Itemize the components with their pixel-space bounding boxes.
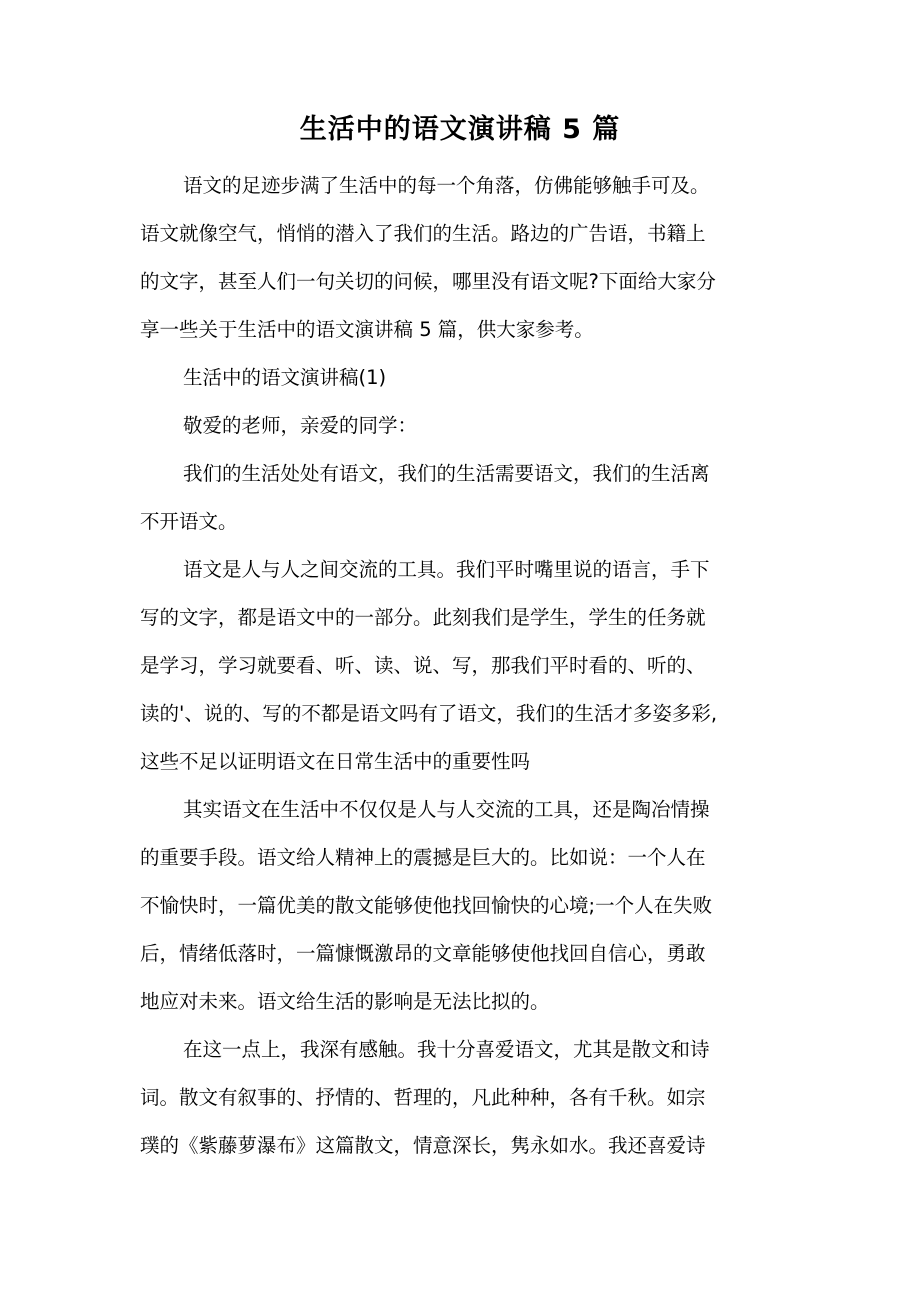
document-body bbox=[140, 162, 790, 1170]
text-line: 其实语文在生活中不仅仅是人与人交流的工具，还是陶冶情操 bbox=[183, 798, 710, 821]
text-line: 写的文字，都是语文中的一部分。此刻我们是学生，学生的任务就 bbox=[140, 606, 706, 629]
text-line: 在这一点上，我深有感触。我十分喜爱语文，尤其是散文和诗 bbox=[183, 1038, 710, 1061]
document-title: 生活中的语文演讲稿 5 篇 bbox=[299, 114, 621, 145]
paragraph-intro bbox=[140, 162, 790, 354]
text-line: 敬爱的老师，亲爱的同学： bbox=[183, 414, 418, 437]
paragraph bbox=[140, 786, 790, 1026]
text-line: 语文是人与人之间交流的工具。我们平时嘴里说的语言，手下 bbox=[183, 558, 710, 581]
text-line: 是学习，学习就要看、听、读、说、写，那我们平时看的、听的、 bbox=[140, 654, 706, 677]
text-line: 享一些关于生活中的语文演讲稿 5 篇，供大家参考。 bbox=[140, 318, 594, 341]
text-line: 词。散文有叙事的、抒情的、哲理的，凡此种种，各有千秋。如宗 bbox=[140, 1086, 706, 1109]
text-line: 的重要手段。语文给人精神上的震撼是巨大的。比如说：一个人在 bbox=[140, 846, 706, 869]
text-line: 后，情绪低落时，一篇慷慨激昂的文章能够使他找回自信心，勇敢 bbox=[140, 942, 706, 965]
text-line: 的文字，甚至人们一句关切的问候，哪里没有语文呢?下面给大家分 bbox=[140, 270, 716, 293]
text-line: 不开语文。 bbox=[140, 510, 238, 533]
salutation bbox=[140, 402, 790, 450]
paragraph bbox=[140, 450, 790, 546]
text-line: 璞的《紫藤萝瀑布》这篇散文，情意深长，隽永如水。我还喜爱诗 bbox=[140, 1134, 706, 1157]
section-heading bbox=[140, 354, 790, 402]
text-line: 读的'、说的、写的不都是语文吗有了语文，我们的生活才多姿多彩, bbox=[140, 702, 718, 725]
text-line: 地应对未来。语文给生活的影响是无法比拟的。 bbox=[140, 990, 550, 1013]
paragraph bbox=[140, 546, 790, 786]
text-line: 我们的生活处处有语文，我们的生活需要语文，我们的生活离 bbox=[183, 462, 710, 485]
text-line: 语文就像空气，悄悄的潜入了我们的生活。路边的广告语，书籍上 bbox=[140, 222, 706, 245]
text-line: 不愉快时，一篇优美的散文能够使他找回愉快的心境;一个人在失败 bbox=[140, 894, 713, 917]
text-line: 这些不足以证明语文在日常生活中的重要性吗 bbox=[140, 750, 531, 773]
text-line: 语文的足迹步满了生活中的每一个角落，仿佛能够触手可及。 bbox=[183, 174, 710, 197]
text-line: 生活中的语文演讲稿(1) bbox=[183, 366, 387, 389]
paragraph bbox=[140, 1026, 790, 1170]
